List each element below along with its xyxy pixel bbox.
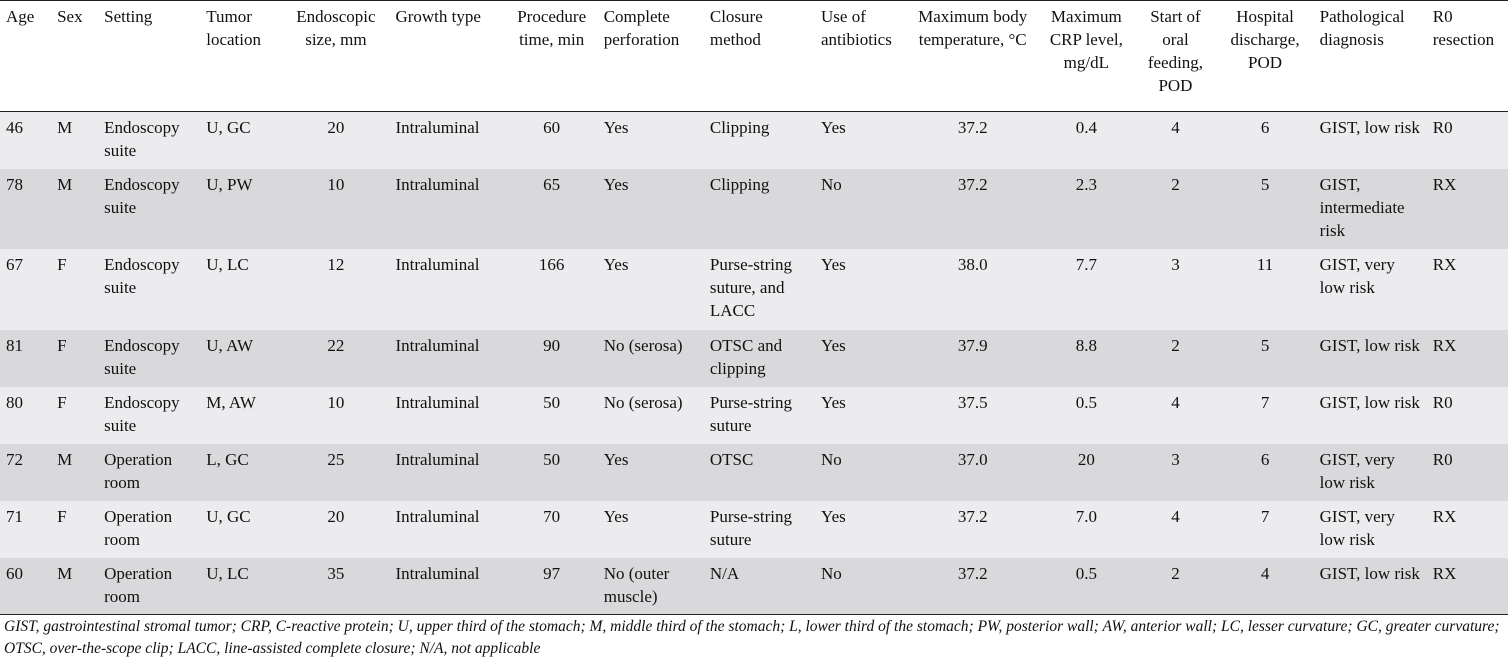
cell-tumor-location: U, GC	[200, 112, 282, 169]
cell-pathological-diagnosis: GIST, very low risk	[1314, 444, 1427, 501]
cell-growth-type: Intraluminal	[389, 558, 505, 615]
header-sex: Sex	[51, 1, 98, 112]
cell-age: 72	[0, 444, 51, 501]
cell-use-of-antibiotics: Yes	[815, 330, 907, 387]
cell-complete-perforation: Yes	[598, 169, 704, 249]
header-endoscopic-size: Endoscopic size, mm	[282, 1, 389, 112]
header-row	[0, 1, 1508, 112]
cell-hospital-discharge: 5	[1217, 169, 1314, 249]
cell-r0-resection: R0	[1427, 444, 1508, 501]
cell-r0-resection: R0	[1427, 112, 1508, 169]
cell-pathological-diagnosis: GIST, very low risk	[1314, 249, 1427, 330]
table-row	[0, 330, 1508, 387]
cell-sex: F	[51, 249, 98, 330]
table-header	[0, 1, 1508, 112]
cell-r0-resection: RX	[1427, 558, 1508, 615]
cell-pathological-diagnosis: GIST, low risk	[1314, 558, 1427, 615]
cell-setting: Endoscopy suite	[98, 112, 200, 169]
cell-complete-perforation: No (outer muscle)	[598, 558, 704, 615]
cell-use-of-antibiotics: Yes	[815, 387, 907, 444]
cell-start-oral-feeding: 3	[1134, 249, 1216, 330]
cell-age: 67	[0, 249, 51, 330]
cell-procedure-time: 166	[506, 249, 598, 330]
cell-max-body-temperature: 38.0	[907, 249, 1038, 330]
cell-procedure-time: 50	[506, 444, 598, 501]
header-start-oral-feeding: Start of oral feeding, POD	[1134, 1, 1216, 112]
cell-hospital-discharge: 7	[1217, 387, 1314, 444]
cell-setting: Endoscopy suite	[98, 330, 200, 387]
cell-procedure-time: 50	[506, 387, 598, 444]
cell-tumor-location: U, PW	[200, 169, 282, 249]
cell-growth-type: Intraluminal	[389, 387, 505, 444]
cell-r0-resection: R0	[1427, 387, 1508, 444]
cell-max-crp-level: 8.8	[1038, 330, 1134, 387]
cell-use-of-antibiotics: No	[815, 444, 907, 501]
cell-hospital-discharge: 5	[1217, 330, 1314, 387]
cell-complete-perforation: Yes	[598, 112, 704, 169]
header-use-of-antibiotics: Use of antibiotics	[815, 1, 907, 112]
cell-start-oral-feeding: 2	[1134, 558, 1216, 615]
cell-pathological-diagnosis: GIST, low risk	[1314, 330, 1427, 387]
cell-procedure-time: 90	[506, 330, 598, 387]
cell-setting: Endoscopy suite	[98, 169, 200, 249]
cell-r0-resection: RX	[1427, 330, 1508, 387]
cell-sex: F	[51, 387, 98, 444]
header-age: Age	[0, 1, 51, 112]
cell-r0-resection: RX	[1427, 501, 1508, 558]
cell-sex: F	[51, 501, 98, 558]
header-pathological-diagnosis: Pathological diagnosis	[1314, 1, 1427, 112]
cell-setting: Operation room	[98, 558, 200, 615]
cell-max-crp-level: 0.5	[1038, 558, 1134, 615]
cell-max-body-temperature: 37.2	[907, 112, 1038, 169]
cell-use-of-antibiotics: Yes	[815, 249, 907, 330]
cell-sex: M	[51, 444, 98, 501]
cell-endoscopic-size: 22	[282, 330, 389, 387]
header-complete-perforation: Complete perforation	[598, 1, 704, 112]
cell-tumor-location: L, GC	[200, 444, 282, 501]
header-growth-type: Growth type	[389, 1, 505, 112]
cell-hospital-discharge: 7	[1217, 501, 1314, 558]
header-hospital-discharge: Hospital discharge, POD	[1217, 1, 1314, 112]
cell-closure-method: Clipping	[704, 112, 815, 169]
header-max-body-temperature: Maximum body temperature, °C	[907, 1, 1038, 112]
header-r0-resection: R0 resection	[1427, 1, 1508, 112]
cell-closure-method: Purse-string suture	[704, 501, 815, 558]
cell-start-oral-feeding: 4	[1134, 112, 1216, 169]
cell-endoscopic-size: 10	[282, 387, 389, 444]
cell-hospital-discharge: 6	[1217, 444, 1314, 501]
cell-complete-perforation: Yes	[598, 501, 704, 558]
cell-max-body-temperature: 37.2	[907, 169, 1038, 249]
header-closure-method: Closure method	[704, 1, 815, 112]
cell-growth-type: Intraluminal	[389, 330, 505, 387]
cell-start-oral-feeding: 2	[1134, 169, 1216, 249]
cell-closure-method: Purse-string suture, and LACC	[704, 249, 815, 330]
table-row	[0, 249, 1508, 330]
cell-age: 78	[0, 169, 51, 249]
cell-r0-resection: RX	[1427, 169, 1508, 249]
cell-use-of-antibiotics: Yes	[815, 112, 907, 169]
cell-closure-method: Purse-string suture	[704, 387, 815, 444]
cell-procedure-time: 65	[506, 169, 598, 249]
cell-max-body-temperature: 37.2	[907, 558, 1038, 615]
cell-pathological-diagnosis: GIST, intermediate risk	[1314, 169, 1427, 249]
cell-procedure-time: 97	[506, 558, 598, 615]
cell-pathological-diagnosis: GIST, very low risk	[1314, 501, 1427, 558]
cell-sex: M	[51, 558, 98, 615]
cell-closure-method: N/A	[704, 558, 815, 615]
cell-procedure-time: 70	[506, 501, 598, 558]
cell-tumor-location: U, GC	[200, 501, 282, 558]
cell-sex: F	[51, 330, 98, 387]
cell-setting: Operation room	[98, 444, 200, 501]
cell-use-of-antibiotics: No	[815, 558, 907, 615]
cell-age: 80	[0, 387, 51, 444]
cell-max-crp-level: 20	[1038, 444, 1134, 501]
cell-tumor-location: U, AW	[200, 330, 282, 387]
table-row	[0, 169, 1508, 249]
header-max-crp-level: Maximum CRP level, mg/dL	[1038, 1, 1134, 112]
header-setting: Setting	[98, 1, 200, 112]
cell-closure-method: OTSC	[704, 444, 815, 501]
cell-pathological-diagnosis: GIST, low risk	[1314, 112, 1427, 169]
cell-max-crp-level: 7.7	[1038, 249, 1134, 330]
table-row	[0, 501, 1508, 558]
header-procedure-time: Procedure time, min	[506, 1, 598, 112]
table-row	[0, 387, 1508, 444]
cell-closure-method: OTSC and clipping	[704, 330, 815, 387]
table-row	[0, 444, 1508, 501]
table-row	[0, 558, 1508, 615]
cell-growth-type: Intraluminal	[389, 501, 505, 558]
cell-growth-type: Intraluminal	[389, 444, 505, 501]
cell-max-crp-level: 2.3	[1038, 169, 1134, 249]
cell-sex: M	[51, 112, 98, 169]
cell-start-oral-feeding: 2	[1134, 330, 1216, 387]
cell-growth-type: Intraluminal	[389, 112, 505, 169]
cell-max-crp-level: 0.4	[1038, 112, 1134, 169]
cell-endoscopic-size: 35	[282, 558, 389, 615]
cell-growth-type: Intraluminal	[389, 249, 505, 330]
table-footnote: GIST, gastrointestinal stromal tumor; CRP, C-reactive protein; U, upper third of the stomach; M, middle third of the stomach; L, lower third of the stomach; PW, posterior wall; AW, anterior wall; LC, lesser curvature; GC, greater curvature; OTSC, over-the-scope clip; LACC, line-assisted complete closure; N/A, not applicable	[4, 618, 1500, 657]
cell-endoscopic-size: 25	[282, 444, 389, 501]
cell-endoscopic-size: 20	[282, 501, 389, 558]
table-row	[0, 112, 1508, 169]
header-tumor-location: Tumor location	[200, 1, 282, 112]
cell-closure-method: Clipping	[704, 169, 815, 249]
cell-tumor-location: U, LC	[200, 249, 282, 330]
cell-setting: Operation room	[98, 501, 200, 558]
cell-age: 46	[0, 112, 51, 169]
cell-setting: Endoscopy suite	[98, 387, 200, 444]
cell-age: 81	[0, 330, 51, 387]
cell-start-oral-feeding: 4	[1134, 501, 1216, 558]
cell-complete-perforation: No (serosa)	[598, 387, 704, 444]
cell-age: 60	[0, 558, 51, 615]
cell-tumor-location: M, AW	[200, 387, 282, 444]
cell-max-body-temperature: 37.0	[907, 444, 1038, 501]
cell-growth-type: Intraluminal	[389, 169, 505, 249]
cell-start-oral-feeding: 3	[1134, 444, 1216, 501]
cell-start-oral-feeding: 4	[1134, 387, 1216, 444]
cell-r0-resection: RX	[1427, 249, 1508, 330]
cell-pathological-diagnosis: GIST, low risk	[1314, 387, 1427, 444]
cell-tumor-location: U, LC	[200, 558, 282, 615]
cell-sex: M	[51, 169, 98, 249]
cell-procedure-time: 60	[506, 112, 598, 169]
table-body	[0, 112, 1508, 615]
cell-hospital-discharge: 6	[1217, 112, 1314, 169]
cell-max-crp-level: 7.0	[1038, 501, 1134, 558]
cell-use-of-antibiotics: Yes	[815, 501, 907, 558]
cell-complete-perforation: No (serosa)	[598, 330, 704, 387]
cell-use-of-antibiotics: No	[815, 169, 907, 249]
cell-endoscopic-size: 12	[282, 249, 389, 330]
cell-hospital-discharge: 11	[1217, 249, 1314, 330]
cell-complete-perforation: Yes	[598, 444, 704, 501]
cell-complete-perforation: Yes	[598, 249, 704, 330]
cell-age: 71	[0, 501, 51, 558]
cell-max-crp-level: 0.5	[1038, 387, 1134, 444]
cell-setting: Endoscopy suite	[98, 249, 200, 330]
cell-max-body-temperature: 37.2	[907, 501, 1038, 558]
cell-hospital-discharge: 4	[1217, 558, 1314, 615]
cell-endoscopic-size: 20	[282, 112, 389, 169]
cell-max-body-temperature: 37.5	[907, 387, 1038, 444]
cell-endoscopic-size: 10	[282, 169, 389, 249]
cell-max-body-temperature: 37.9	[907, 330, 1038, 387]
